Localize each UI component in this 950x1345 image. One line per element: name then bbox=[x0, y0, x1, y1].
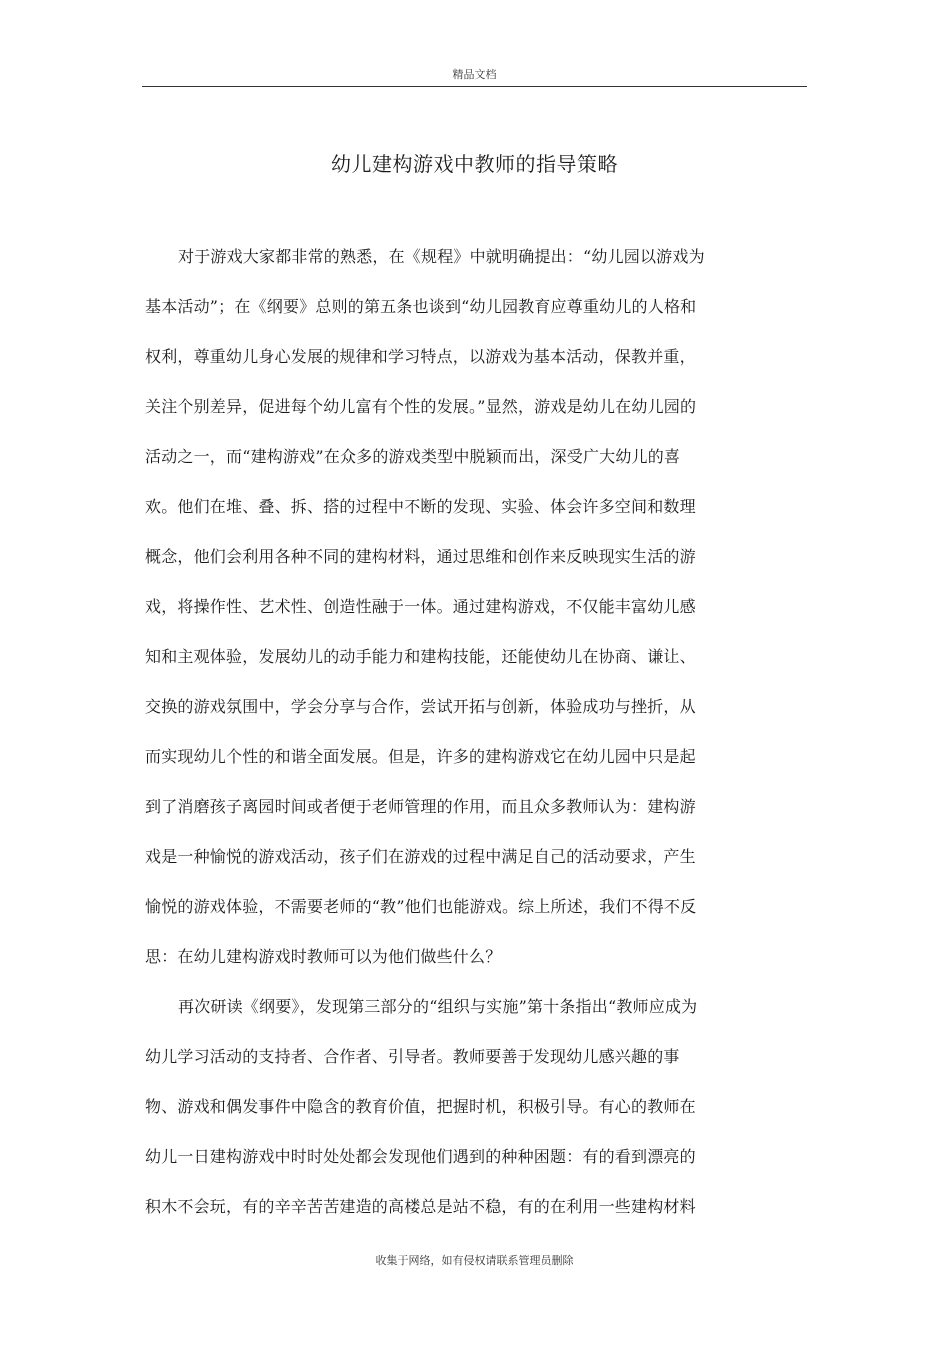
text-line: 关注个别差异，促进每个幼儿富有个性的发展。”显然，游戏是幼儿在幼儿园的 bbox=[145, 397, 697, 416]
text-line: 积木不会玩，有的辛辛苦苦建造的高楼总是站不稳，有的在利用一些建构材料 bbox=[145, 1197, 696, 1216]
text-line: 交换的游戏氛围中，学会分享与合作，尝试开拓与创新，体验成功与挫折，从 bbox=[145, 697, 696, 716]
text-line: 知和主观体验，发展幼儿的动手能力和建构技能，还能使幼儿在协商、谦让、 bbox=[145, 647, 696, 666]
text-line: 愉悦的游戏体验，不需要老师的“教”他们也能游戏。综上所述，我们不得不反 bbox=[145, 897, 697, 916]
text-line: 到了消磨孩子离园时间或者便于老师管理的作用，而且众多教师认为：建构游 bbox=[145, 797, 696, 816]
text-line: 而实现幼儿个性的和谐全面发展。但是，许多的建构游戏它在幼儿园中只是起 bbox=[145, 747, 696, 766]
page-header: 精品文档 bbox=[452, 68, 497, 81]
body-text bbox=[145, 242, 805, 1242]
text-line: 再次研读《纲要》，发现第三部分的“组织与实施”第十条指出“教师应成为 bbox=[178, 997, 698, 1016]
text-line: 物、游戏和偶发事件中隐含的教育价值，把握时机，积极引导。有心的教师在 bbox=[145, 1097, 696, 1116]
text-line: 基本活动”；在《纲要》总则的第五条也谈到“幼儿园教育应尊重幼儿的人格和 bbox=[145, 297, 697, 316]
document-title: 幼儿建构游戏中教师的指导策略 bbox=[331, 152, 618, 176]
text-line: 概念，他们会利用各种不同的建构材料，通过思维和创作来反映现实生活的游 bbox=[145, 547, 696, 566]
text-line: 思：在幼儿建构游戏时教师可以为他们做些什么？ bbox=[145, 947, 502, 966]
text-line: 活动之一，而“建构游戏”在众多的游戏类型中脱颖而出，深受广大幼儿的喜 bbox=[145, 447, 681, 466]
header-divider bbox=[142, 86, 807, 87]
text-line: 权利，尊重幼儿身心发展的规律和学习特点，以游戏为基本活动，保教并重， bbox=[145, 347, 696, 366]
text-line: 戏，将操作性、艺术性、创造性融于一体。通过建构游戏，不仅能丰富幼儿感 bbox=[145, 597, 696, 616]
text-line: 对于游戏大家都非常的熟悉，在《规程》中就明确提出：“幼儿园以游戏为 bbox=[178, 247, 705, 266]
text-line: 欢。他们在堆、叠、拆、搭的过程中不断的发现、实验、体会许多空间和数理 bbox=[145, 497, 696, 516]
text-line: 幼儿学习活动的支持者、合作者、引导者。教师要善于发现幼儿感兴趣的事 bbox=[145, 1047, 680, 1066]
text-line: 幼儿一日建构游戏中时时处处都会发现他们遇到的种种困题：有的看到漂亮的 bbox=[145, 1147, 696, 1166]
page-footer: 收集于网络，如有侵权请联系管理员删除 bbox=[375, 1254, 574, 1267]
text-line: 戏是一种愉悦的游戏活动，孩子们在游戏的过程中满足自己的活动要求，产生 bbox=[145, 847, 696, 866]
